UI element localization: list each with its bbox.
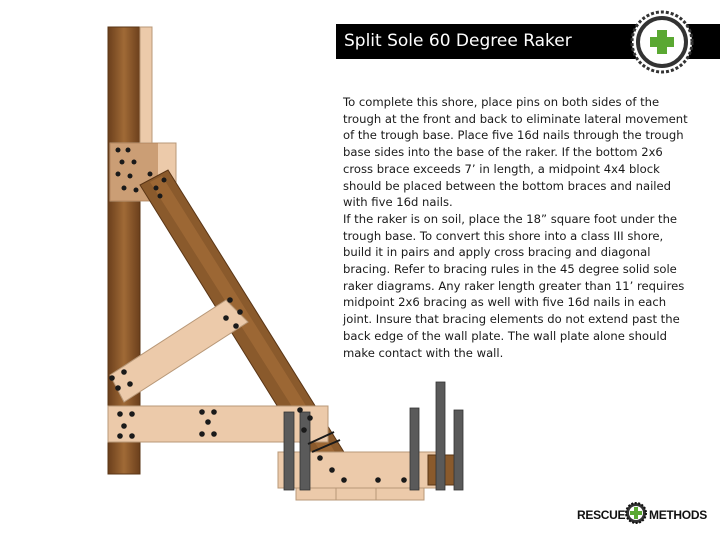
gear-cross-icon [625,502,647,524]
rescue-methods-logo [575,500,710,530]
bottom-brace [108,406,328,442]
slide-title: Split Sole 60 Degree Raker [344,31,572,51]
logo-word-methods: METHODS [649,508,707,522]
instructions-paragraph-1: To complete this shore, place pins on both sides of the trough at the front and back to eliminate lateral movement of the trough base. Place five 16d nails through the trough base sides into the base of the raker. If the bottom 2x6 cross brace exceeds 7’ in length, a midpoint 4x4 block should be placed between the bottom braces and nailed with five 16d nails. [343,95,688,210]
logo-word-rescue: RESCUE [577,508,626,522]
instructions-text [343,94,688,361]
instructions-paragraph-2: If the raker is on soil, place the 18” square foot under the trough base. To convert this shore into a class III shore, build it in pairs and apply cross bracing and diagonal bracing. Refer to bracing rules in the 45 degree solid sole raker diagrams. Any raker length greater than 11’ requires midpoint 2x6 bracing as well with five 16d nails in each joint. Insure that bracing elements do not extend past the back edge of the wall plate. The wall plate alone should make contact with the wall. [343,211,685,360]
cross-seal-icon [630,10,694,74]
